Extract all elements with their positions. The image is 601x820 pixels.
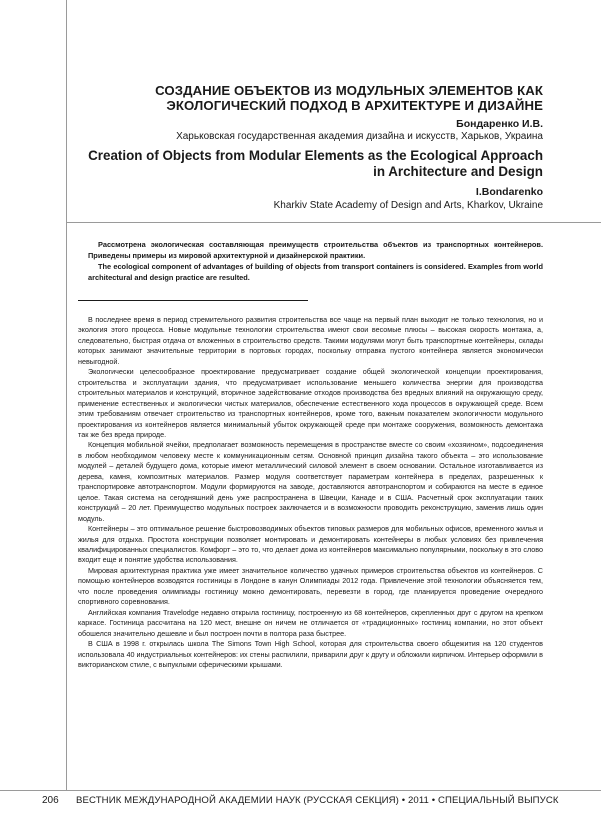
affiliation-en: Kharkiv State Academy of Design and Arts, Kharkov, Ukraine (273, 200, 543, 211)
title-ru (78, 83, 543, 113)
title-ru-line-1: СОЗДАНИЕ ОБЪЕКТОВ ИЗ МОДУЛЬНЫХ ЭЛЕМЕНТОВ КАК (155, 83, 543, 98)
abstract (88, 240, 543, 284)
abstract-en: The ecological component of advantages of building of objects from transport containers is considered. Examples from world architectural and design practice are resulted. (88, 261, 543, 282)
title-en (80, 148, 543, 180)
body-paragraph: В США в 1998 г. открылась школа The Simons Town High School, которая для строительства своего общежития на 120 студентов использовала 40 индустриальных контейнеров: их стены распилили, приварили друг к другу и обложили кирпичом. Интерьер оформили в викторианском стиле, с выпуклыми сферическими крышами. (78, 639, 543, 669)
body-paragraph: Мировая архитектурная практика уже имеет значительное количество удачных примеров строительства объектов из контейнеров. С помощью контейнеров возводятся гостиницы в Лондоне в канун Олимпиады 2012 года. Привлечение этой технологии объясняется тем, что после проведения олимпиады гостиницу можно демонтировать, перевезти в город, где планируется проведение очередного спортивного соревнования. (78, 565, 543, 607)
header-divider (66, 222, 601, 223)
page-number: 206 (42, 795, 59, 806)
abstract-separator (78, 300, 308, 301)
author-ru: Бондаренко И.В. (456, 118, 543, 130)
journal-title: ВЕСТНИК МЕЖДУНАРОДНОЙ АКАДЕМИИ НАУК (РУССКАЯ СЕКЦИЯ) • 2011 • СПЕЦИАЛЬНЫЙ ВЫПУСК (76, 795, 559, 806)
footer-divider (0, 790, 601, 791)
affiliation-ru: Харьковская государственная академия дизайна и искусств, Харьков, Украина (176, 131, 543, 142)
body-paragraph: Английская компания Travelodge недавно открыла гостиницу, построенную из 68 контейнеров, скрепленных друг с другом на крепком каркасе. Гостиница рассчитана на 120 мест, внешне он ничем не отличается от «традиционных» гостиниц компании, но этот объект обошелся значительно дешевле и был построен почти в полтора раза быстрее. (78, 607, 543, 638)
body-paragraph: Контейнеры – это оптимальное решение быстровозводимых объектов типовых размеров для мобильных офисов, временного жилья и жилья для отдыха. Простота конструкции позволяет монтировать и демонтировать контейнеры в любых условиях без привлечения квалифицированных специалистов. Комфорт – это то, что делает дома из контейнеров максимально популярными, поскольку в это слово входит еще и понятие удобства использования. (78, 524, 543, 565)
left-margin-rule (66, 0, 67, 790)
body-paragraph: В последнее время в период стремительного развития строительства все чаще на первый план выходит не только технология, но и экология этого процесса. Новые модульные технологии строительства имеют свои весомые плюсы – высокая скорость монтажа, а, следовательно, быстрая отдача от вложенных в строительство средств. Такими модулями могут быть транспортные контейнеры, склады которых занимают значительные территории в портовых городах, поскольку отправка пустого контейнера является экономически невыгодной. (78, 315, 543, 366)
body-paragraph: Концепция мобильной ячейки, предполагает возможность перемещения в пространстве вместе со своим «хозяином», подсоединения в любом необходимом человеку месте к коммуникационным сетям. Основной принцип дизайна такого объекта – это использование модулей – деталей будущего дома, которые имеют металлический силовой элемент в своем основании. Остальное изготавливается из дерева, камня, композитных материалов. Размер модуля соответствует параметрам контейнера в пределах, разрешенных к транспортировке автотранспортом. Модули формируются на заводе, доставляются автотранспортом и собираются на месте в единое целое. Такая система на сегодняшний день уже распространена в Швеции, Канаде и в США. Расчетный срок эксплуатации таких конструкций – 20 лет. Преимущество модульных построек заключается и в возможности проводить реконструкцию, заменив лишь один модуль. (78, 440, 543, 523)
article-body (78, 315, 543, 670)
title-ru-line-2: ЭКОЛОГИЧЕСКИЙ ПОДХОД В АРХИТЕКТУРЕ И ДИЗАЙНЕ (166, 98, 543, 113)
body-paragraph: Экологически целесообразное проектирование предусматривает создание общей экологической концепции проектирования, строительства и эксплуатации здания, что предусматривает использование меньшего количества энергии для производства строительных материалов и конструкций, вторичное задействование отходов производства без вредных влияний на окружающую среду, применение естественных и экологически чистых материалов, обеспечение естественного хода процессов в окружающей среде. Всем этим требованиям отвечает строительство из транспортных контейнеров, кроме того, важным показателем экологичности модульного проектирования из контейнеров является минимальный убыток окружающей среде при монтаже сооружения, возможность демонтажа так же без вреда природе. (78, 367, 543, 439)
title-en-line-1: Creation of Objects from Modular Elements as the Ecological Approach (88, 148, 543, 163)
abstract-ru: Рассмотрена экологическая составляющая преимуществ строительства объектов из транспортных контейнеров. Приведены примеры из мировой архитектурной и дизайнерской практики. (88, 240, 543, 260)
author-en: I.Bondarenko (475, 186, 543, 198)
title-en-line-2: in Architecture and Design (373, 164, 543, 179)
